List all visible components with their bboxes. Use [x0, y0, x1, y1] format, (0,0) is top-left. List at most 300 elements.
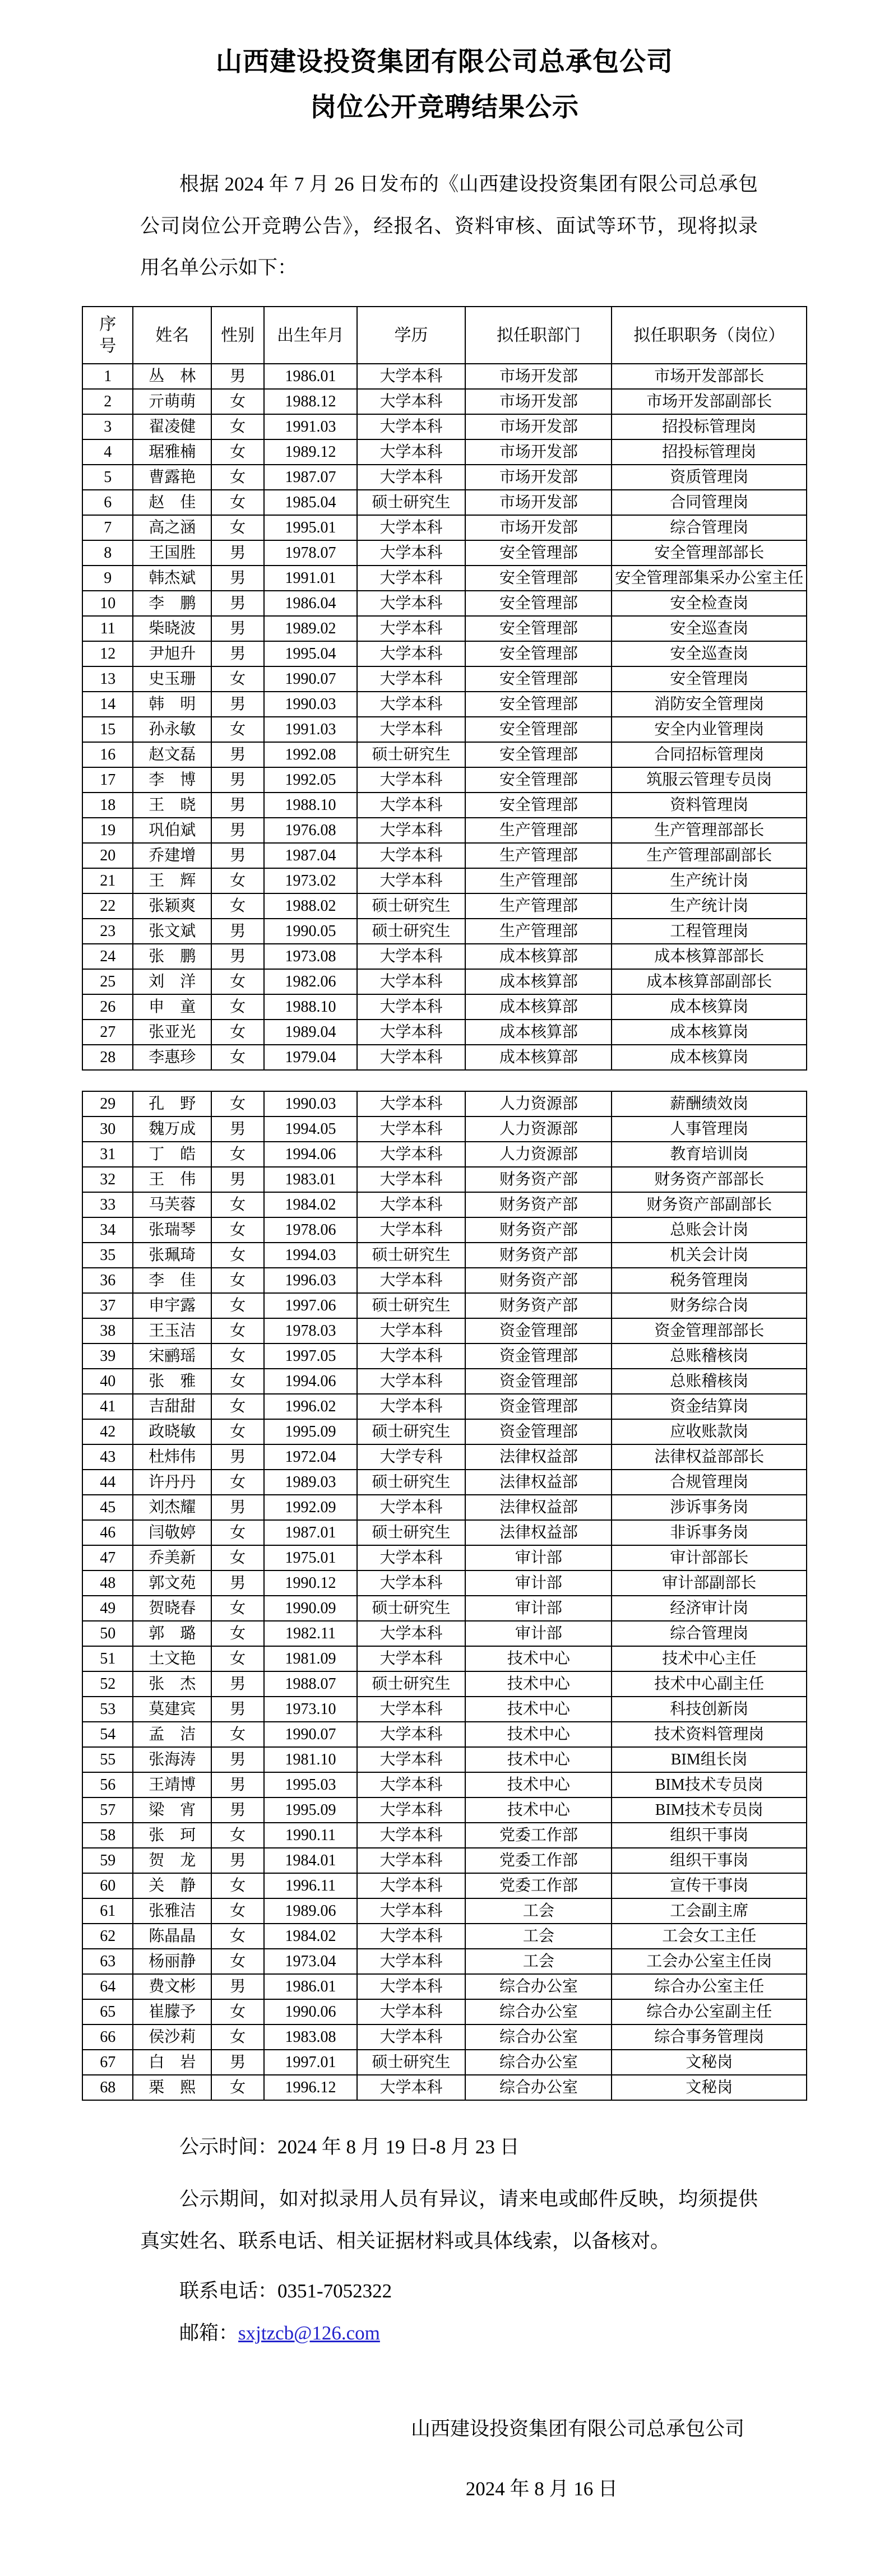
table-cell: 女: [211, 1646, 264, 1671]
table-cell: 55: [82, 1747, 133, 1772]
table-cell: 女: [211, 1268, 264, 1293]
table-cell: 侯沙莉: [133, 2024, 211, 2050]
table-cell: 男: [211, 591, 264, 616]
table-cell: 大学本科: [357, 843, 466, 868]
table-cell: BIM技术专员岗: [612, 1797, 807, 1823]
table-cell: 大学本科: [357, 616, 466, 641]
table-cell: 1994.06: [264, 1369, 356, 1394]
table-cell: 硕士研究生: [357, 893, 466, 919]
table-cell: 男: [211, 364, 264, 389]
table-cell: 65: [82, 1999, 133, 2024]
table-cell: 1978.07: [264, 540, 356, 566]
table-row: [82, 893, 807, 919]
table-cell: 财务资产部: [465, 1293, 612, 1318]
table-header-cell: 性别: [211, 307, 264, 364]
table-cell: 审计部: [465, 1621, 612, 1646]
table-cell: 资金管理部: [465, 1369, 612, 1394]
table-cell: 生产管理部: [465, 893, 612, 919]
table-row: [82, 843, 807, 868]
table-cell: 安全检查岗: [612, 591, 807, 616]
table-cell: 1991.03: [264, 717, 356, 742]
table-cell: 安全管理部: [465, 641, 612, 666]
table-cell: 技术中心: [465, 1671, 612, 1697]
table-cell: 1989.04: [264, 1020, 356, 1045]
table-cell: 人力资源部: [465, 1116, 612, 1142]
table-cell: 张瑞琴: [133, 1217, 211, 1243]
table-cell: 工程管理岗: [612, 919, 807, 944]
table-cell: 23: [82, 919, 133, 944]
table-cell: 许丹丹: [133, 1470, 211, 1495]
table-cell: 1973.02: [264, 868, 356, 893]
table-cell: 68: [82, 2075, 133, 2100]
table-cell: 44: [82, 1470, 133, 1495]
table-cell: 1986.01: [264, 1974, 356, 1999]
table-cell: 女: [211, 1898, 264, 1924]
table-cell: 48: [82, 1570, 133, 1596]
table-cell: 合同管理岗: [612, 490, 807, 515]
table-cell: 57: [82, 1797, 133, 1823]
table-cell: 女: [211, 1545, 264, 1570]
table-cell: 安全管理部: [465, 591, 612, 616]
table-cell: 28: [82, 1045, 133, 1070]
table-cell: 大学本科: [357, 1020, 466, 1045]
table-cell: 大学本科: [357, 1697, 466, 1722]
table-cell: 1994.03: [264, 1243, 356, 1268]
table-row: [82, 692, 807, 717]
table-cell: 大学本科: [357, 717, 466, 742]
table-cell: 文秘岗: [612, 2050, 807, 2075]
table-cell: 1: [82, 364, 133, 389]
table-cell: 资金管理部: [465, 1318, 612, 1343]
table-cell: 王 伟: [133, 1167, 211, 1192]
table-cell: 女: [211, 2024, 264, 2050]
table-cell: 大学本科: [357, 1999, 466, 2024]
table-cell: 宣传干事岗: [612, 1873, 807, 1898]
table-cell: 1995.01: [264, 515, 356, 540]
table-cell: 安全管理部集采办公室主任: [612, 566, 807, 591]
table-cell: 安全管理部: [465, 717, 612, 742]
table-cell: 女: [211, 1823, 264, 1848]
table-cell: 硕士研究生: [357, 742, 466, 767]
table-header-cell: 姓名: [133, 307, 211, 364]
table-cell: 女: [211, 1293, 264, 1318]
table-cell: 市场开发部: [465, 364, 612, 389]
table-cell: 大学本科: [357, 540, 466, 566]
table-cell: 孙永敏: [133, 717, 211, 742]
table-cell: 女: [211, 666, 264, 692]
table-cell: 35: [82, 1243, 133, 1268]
table-row: [82, 414, 807, 439]
table-cell: 大学本科: [357, 566, 466, 591]
table-cell: 66: [82, 2024, 133, 2050]
table-cell: 财务资产部: [465, 1217, 612, 1243]
table-row: [82, 1520, 807, 1545]
results-table-part-1: [82, 306, 807, 1071]
table-row: [82, 1747, 807, 1772]
table-cell: 1996.11: [264, 1873, 356, 1898]
table-cell: 女: [211, 1621, 264, 1646]
table-cell: 工会办公室主任岗: [612, 1949, 807, 1974]
table-cell: 1992.09: [264, 1495, 356, 1520]
table-cell: 马芙蓉: [133, 1192, 211, 1217]
table-cell: 财务资产部: [465, 1268, 612, 1293]
table-cell: 技术中心副主任: [612, 1671, 807, 1697]
table-cell: 大学本科: [357, 1369, 466, 1394]
table-cell: 大学本科: [357, 1318, 466, 1343]
table-cell: 安全管理岗: [612, 666, 807, 692]
table-cell: 女: [211, 717, 264, 742]
table-cell: 韩 明: [133, 692, 211, 717]
table-cell: 1981.09: [264, 1646, 356, 1671]
table-cell: 女: [211, 1394, 264, 1419]
table-cell: 男: [211, 1697, 264, 1722]
table-cell: 硕士研究生: [357, 1419, 466, 1444]
table-row: [82, 2075, 807, 2100]
table-row: [82, 944, 807, 969]
table-cell: 生产管理部副部长: [612, 843, 807, 868]
table-cell: 成本核算部部长: [612, 944, 807, 969]
notice-paragraph: 公示期间，如对拟录用人员有异议，请来电或邮件反映，均须提供真实姓名、联系电话、相关证据材料或具体线索，以备核对。: [140, 2188, 758, 2253]
table-cell: 张海涛: [133, 1747, 211, 1772]
table-cell: 申宇露: [133, 1293, 211, 1318]
table-cell: 资金结算岗: [612, 1394, 807, 1419]
table-cell: 薪酬绩效岗: [612, 1091, 807, 1116]
table-cell: 女: [211, 1020, 264, 1045]
table-cell: 男: [211, 1116, 264, 1142]
table-cell: 1973.08: [264, 944, 356, 969]
table-cell: 王玉洁: [133, 1318, 211, 1343]
table-cell: 大学本科: [357, 1823, 466, 1848]
table-cell: 审计部: [465, 1596, 612, 1621]
table-cell: 1978.03: [264, 1318, 356, 1343]
table-cell: 男: [211, 818, 264, 843]
table-cell: 女: [211, 1217, 264, 1243]
signature-block: [82, 2408, 807, 2510]
table-cell: 1988.02: [264, 893, 356, 919]
table-cell: 大学本科: [357, 944, 466, 969]
table-cell: 1989.12: [264, 439, 356, 465]
page-break-gap: [82, 1071, 807, 1091]
table-cell: 大学本科: [357, 666, 466, 692]
table-cell: 男: [211, 1797, 264, 1823]
table-row: [82, 1722, 807, 1747]
table-cell: 硕士研究生: [357, 1596, 466, 1621]
table-cell: 翟凌健: [133, 414, 211, 439]
table-row: [82, 1898, 807, 1924]
table-cell: 大学专科: [357, 1444, 466, 1470]
table-row: [82, 1545, 807, 1570]
table-cell: 2: [82, 389, 133, 414]
table-cell: 张文斌: [133, 919, 211, 944]
table-cell: 总账稽核岗: [612, 1343, 807, 1369]
table-cell: 贺 龙: [133, 1848, 211, 1873]
table-cell: 大学本科: [357, 1570, 466, 1596]
table-cell: 魏万成: [133, 1116, 211, 1142]
table-cell: 男: [211, 1444, 264, 1470]
table-cell: 财务资产部副部长: [612, 1192, 807, 1217]
table-cell: 政晓敏: [133, 1419, 211, 1444]
table-cell: 51: [82, 1646, 133, 1671]
table-cell: 1996.02: [264, 1394, 356, 1419]
table-cell: 生产管理部: [465, 843, 612, 868]
email-link[interactable]: sxjtzcb@126.com: [238, 2322, 380, 2344]
table-cell: 31: [82, 1142, 133, 1167]
table-cell: 李惠珍: [133, 1045, 211, 1070]
table-row: [82, 515, 807, 540]
table-cell: BIM技术专员岗: [612, 1772, 807, 1797]
table-cell: 61: [82, 1898, 133, 1924]
table-cell: 1990.07: [264, 666, 356, 692]
table-cell: 大学本科: [357, 818, 466, 843]
table-cell: 男: [211, 767, 264, 793]
table-cell: 67: [82, 2050, 133, 2075]
table-cell: 7: [82, 515, 133, 540]
table-cell: 男: [211, 566, 264, 591]
table-cell: 42: [82, 1419, 133, 1444]
intro-paragraph: 根据 2024 年 7 月 26 日发布的《山西建设投资集团有限公司总承包公司岗位公开竞聘公告》，经报名、资料审核、面试等环节，现将拟录用名单公示如下：: [140, 173, 758, 279]
table-cell: 非诉事务岗: [612, 1520, 807, 1545]
table-cell: 生产管理部: [465, 868, 612, 893]
table-cell: 1991.03: [264, 414, 356, 439]
table-cell: 王国胜: [133, 540, 211, 566]
table-cell: 1994.06: [264, 1142, 356, 1167]
table-cell: 1988.07: [264, 1671, 356, 1697]
table-cell: 1995.09: [264, 1797, 356, 1823]
table-cell: 大学本科: [357, 793, 466, 818]
table-cell: 资金管理部: [465, 1343, 612, 1369]
table-cell: 资质管理岗: [612, 465, 807, 490]
table-cell: BIM组长岗: [612, 1747, 807, 1772]
table-cell: 筑服云管理专员岗: [612, 767, 807, 793]
table-cell: 1997.06: [264, 1293, 356, 1318]
table-cell: 安全管理部: [465, 742, 612, 767]
table-row: [82, 1797, 807, 1823]
table-cell: 安全管理部: [465, 540, 612, 566]
table-cell: 综合办公室: [465, 2024, 612, 2050]
table-cell: 男: [211, 919, 264, 944]
table-cell: 成本核算岗: [612, 1020, 807, 1045]
table-cell: 招投标管理岗: [612, 414, 807, 439]
table-cell: 58: [82, 1823, 133, 1848]
table-cell: 36: [82, 1268, 133, 1293]
table-row: [82, 1974, 807, 1999]
table-cell: 生产统计岗: [612, 868, 807, 893]
table-cell: 女: [211, 868, 264, 893]
table-cell: 大学本科: [357, 1217, 466, 1243]
table-cell: 技术中心: [465, 1646, 612, 1671]
table-cell: 女: [211, 389, 264, 414]
table-row: [82, 1697, 807, 1722]
table-cell: 1981.10: [264, 1747, 356, 1772]
table-cell: 硕士研究生: [357, 490, 466, 515]
table-cell: 18: [82, 793, 133, 818]
table-row: [82, 1596, 807, 1621]
table-cell: 白 岩: [133, 2050, 211, 2075]
table-row: [82, 1243, 807, 1268]
table-cell: 1982.06: [264, 969, 356, 994]
table-cell: 大学本科: [357, 414, 466, 439]
table-cell: 成本核算部: [465, 994, 612, 1020]
table-cell: 女: [211, 1343, 264, 1369]
table-cell: 大学本科: [357, 439, 466, 465]
table-cell: 技术中心: [465, 1797, 612, 1823]
table-cell: 财务资产部部长: [612, 1167, 807, 1192]
table-cell: 张颖爽: [133, 893, 211, 919]
table-cell: 组织干事岗: [612, 1848, 807, 1873]
table-cell: 硕士研究生: [357, 1243, 466, 1268]
table-cell: 安全管理部: [465, 566, 612, 591]
table-cell: 33: [82, 1192, 133, 1217]
table-cell: 综合办公室主任: [612, 1974, 807, 1999]
table-row: [82, 1621, 807, 1646]
table-cell: 大学本科: [357, 1898, 466, 1924]
table-cell: 工会: [465, 1924, 612, 1949]
table-row: [82, 2024, 807, 2050]
table-row: [82, 1646, 807, 1671]
table-row: [82, 1495, 807, 1520]
table-cell: 法律权益部: [465, 1470, 612, 1495]
table-row: [82, 1848, 807, 1873]
table-cell: 审计部: [465, 1570, 612, 1596]
table-cell: 女: [211, 490, 264, 515]
signature-company: 山西建设投资集团有限公司总承包公司: [410, 2417, 744, 2440]
table-cell: 1995.03: [264, 1772, 356, 1797]
table-row: [82, 868, 807, 893]
table-cell: 59: [82, 1848, 133, 1873]
table-cell: 资料管理岗: [612, 793, 807, 818]
table-cell: 张 杰: [133, 1671, 211, 1697]
table-cell: 大学本科: [357, 868, 466, 893]
table-cell: 52: [82, 1671, 133, 1697]
table-cell: 女: [211, 1596, 264, 1621]
table-cell: 党委工作部: [465, 1848, 612, 1873]
table-cell: 乔美新: [133, 1545, 211, 1570]
table-cell: 涉诉事务岗: [612, 1495, 807, 1520]
table-cell: 38: [82, 1318, 133, 1343]
table-row: [82, 717, 807, 742]
table-cell: 9: [82, 566, 133, 591]
table-cell: 1986.01: [264, 364, 356, 389]
table-cell: 张 珂: [133, 1823, 211, 1848]
table-cell: 女: [211, 1142, 264, 1167]
table-cell: 1990.11: [264, 1823, 356, 1848]
table-cell: 19: [82, 818, 133, 843]
table-cell: 生产管理部: [465, 818, 612, 843]
table-cell: 53: [82, 1697, 133, 1722]
table-cell: 技术中心: [465, 1747, 612, 1772]
table-cell: 男: [211, 2050, 264, 2075]
table-row: [82, 1142, 807, 1167]
table-cell: 闫敬婷: [133, 1520, 211, 1545]
table-cell: 成本核算岗: [612, 1045, 807, 1070]
table-cell: 56: [82, 1772, 133, 1797]
table-cell: 大学本科: [357, 692, 466, 717]
table-cell: 经济审计岗: [612, 1596, 807, 1621]
table-cell: 张珮琦: [133, 1243, 211, 1268]
table-cell: 史玉珊: [133, 666, 211, 692]
table-row: [82, 1369, 807, 1394]
table-cell: 女: [211, 1419, 264, 1444]
table-cell: 资金管理部: [465, 1394, 612, 1419]
table-cell: 女: [211, 1243, 264, 1268]
table-cell: 琚雅楠: [133, 439, 211, 465]
table-cell: 审计部副部长: [612, 1570, 807, 1596]
table-cell: 女: [211, 1091, 264, 1116]
table-cell: 男: [211, 692, 264, 717]
table-cell: 46: [82, 1520, 133, 1545]
table-row: [82, 994, 807, 1020]
title-line-2: 岗位公开竞聘结果公示: [310, 91, 579, 122]
table-cell: 安全管理部: [465, 692, 612, 717]
table-cell: 女: [211, 439, 264, 465]
table-cell: 16: [82, 742, 133, 767]
table-cell: 孟 洁: [133, 1722, 211, 1747]
table-cell: 50: [82, 1621, 133, 1646]
table-cell: 54: [82, 1722, 133, 1747]
table-cell: 女: [211, 893, 264, 919]
table-cell: 1992.05: [264, 767, 356, 793]
table-row: [82, 919, 807, 944]
signature-date: 2024 年 8 月 16 日: [465, 2478, 618, 2500]
table-cell: 党委工作部: [465, 1823, 612, 1848]
table-cell: 大学本科: [357, 591, 466, 616]
table-row: [82, 616, 807, 641]
table-cell: 张雅洁: [133, 1898, 211, 1924]
table-cell: 李 博: [133, 767, 211, 793]
table-cell: 生产管理部部长: [612, 818, 807, 843]
table-cell: 男: [211, 1570, 264, 1596]
table-cell: 男: [211, 1671, 264, 1697]
table-row: [82, 1192, 807, 1217]
table-cell: 大学本科: [357, 969, 466, 994]
table-cell: 1978.06: [264, 1217, 356, 1243]
table-cell: 成本核算部: [465, 944, 612, 969]
table-cell: 39: [82, 1343, 133, 1369]
table-cell: 工会女工主任: [612, 1924, 807, 1949]
table-cell: 法律权益部部长: [612, 1444, 807, 1470]
table-cell: 24: [82, 944, 133, 969]
table-cell: 27: [82, 1020, 133, 1045]
table-row: [82, 389, 807, 414]
table-cell: 64: [82, 1974, 133, 1999]
table-row: [82, 793, 807, 818]
table-cell: 技术中心: [465, 1722, 612, 1747]
table-cell: 大学本科: [357, 1167, 466, 1192]
table-cell: 1990.03: [264, 692, 356, 717]
table-cell: 10: [82, 591, 133, 616]
table-cell: 安全内业管理岗: [612, 717, 807, 742]
table-cell: 总账稽核岗: [612, 1369, 807, 1394]
table-row: [82, 490, 807, 515]
table-cell: 女: [211, 2075, 264, 2100]
table-cell: 赵文磊: [133, 742, 211, 767]
table-header-cell: 序号: [82, 307, 133, 364]
contact-block: [82, 2271, 807, 2355]
table-cell: 硕士研究生: [357, 1671, 466, 1697]
table-row: [82, 540, 807, 566]
table-row: [82, 1091, 807, 1116]
table-cell: 土文艳: [133, 1646, 211, 1671]
table-cell: 安全管理部: [465, 793, 612, 818]
table-cell: 1991.01: [264, 566, 356, 591]
table-cell: 1990.07: [264, 1722, 356, 1747]
table-cell: 49: [82, 1596, 133, 1621]
table-cell: 女: [211, 1520, 264, 1545]
table-cell: 柴晓波: [133, 616, 211, 641]
table-cell: 应收账款岗: [612, 1419, 807, 1444]
table-cell: 男: [211, 742, 264, 767]
table-cell: 30: [82, 1116, 133, 1142]
